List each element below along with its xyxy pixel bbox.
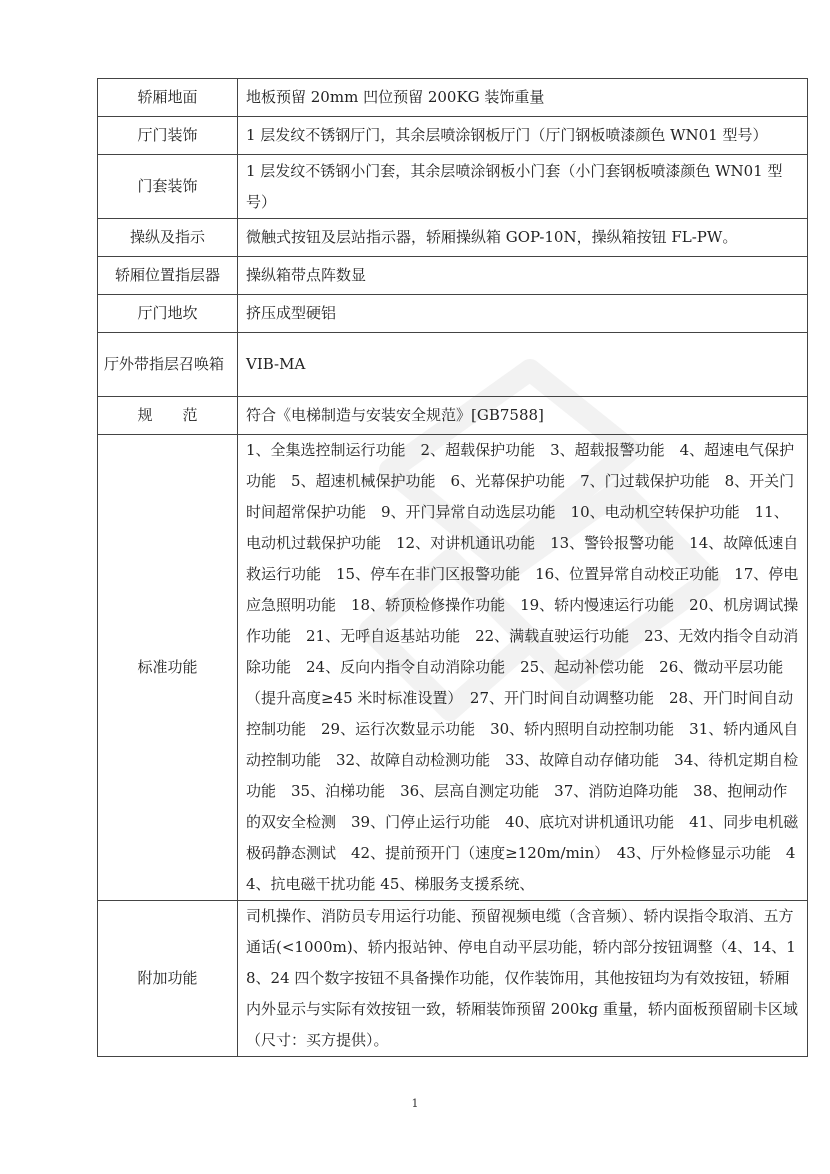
row-label: 规 范 — [98, 397, 238, 435]
row-label: 附加功能 — [98, 901, 238, 1057]
row-value: 司机操作、消防员专用运行功能、预留视频电缆（含音频）、轿内误指令取消、五方通话(<1000m)、轿内报站钟、停电自动平层功能，轿内部分按钮调整（4、14、18、24 四个数字按钮不具备操作功能，仅作装饰用，其他按钮均为有效按钮，轿厢内外显示与实际有效按钮一致，轿厢装饰预留 200kg 重量，轿内面板预留刷卡区域（尺寸：买方提供）。 — [238, 901, 808, 1057]
page-number: 1 — [411, 1097, 419, 1110]
table-row — [98, 435, 808, 901]
row-value: VIB-MA — [238, 333, 808, 397]
row-value: 微触式按钮及层站指示器，轿厢操纵箱 GOP-10N，操纵箱按钮 FL-PW。 — [238, 219, 808, 257]
row-value: 符合《电梯制造与安装安全规范》[GB7588] — [238, 397, 808, 435]
row-value: 1、全集选控制运行功能 2、超载保护功能 3、超载报警功能 4、超速电气保护功能 5、超速机械保护功能 6、光幕保护功能 7、门过载保护功能 8、开关门时间超常保护功能 9、开门异常自动选层功能 10、电动机空转保护功能 11、电动机过载保护功能 12、对讲机通讯功能 13、警铃报警功能 14、故障低速自救运行功能 15、停车在非门区报警功能 16、位置异常自动校正功能 17、停电应急照明功能 18、轿顶检修操作功能 19、轿内慢速运行功能 20、机房调试操作功能 21、无呼自返基站功能 22、满载直驶运行功能 23、无效内指令自动消除功能 24、反向内指令自动消除功能 25、起动补偿功能 26、微动平层功能（提升高度≥45 米时标准设置） 27、开门时间自动调整功能 28、开门时间自动控制功能 29、运行次数显示功能 30、轿内照明自动控制功能 31、轿内通风自动控制功能 32、故障自动检测功能 33、故障自动存储功能 34、待机定期自检功能 35、泊梯功能 36、层高自测定功能 37、消防迫降功能 38、抱闸动作的双安全检测 39、门停止运行功能 40、底坑对讲机通讯功能 41、同步电机磁极码静态测试 42、提前预开门（速度≥120m/min） 43、厅外检修显示功能 44、抗电磁干扰功能 45、梯服务支援系统、 — [238, 435, 808, 901]
row-value: 地板预留 20mm 凹位预留 200KG 装饰重量 — [238, 79, 808, 117]
row-value: 1 层发纹不锈钢小门套，其余层喷涂钢板小门套（小门套钢板喷漆颜色 WN01 型号） — [238, 155, 808, 219]
table-row — [98, 257, 808, 295]
table-row — [98, 901, 808, 1057]
row-label: 厅外带指层召唤箱 — [98, 333, 238, 397]
table-row — [98, 333, 808, 397]
row-value: 操纵箱带点阵数显 — [238, 257, 808, 295]
table-row — [98, 155, 808, 219]
row-label: 操纵及指示 — [98, 219, 238, 257]
row-label: 厅门地坎 — [98, 295, 238, 333]
table-row — [98, 79, 808, 117]
table-row — [98, 117, 808, 155]
row-label: 门套装饰 — [98, 155, 238, 219]
row-label: 轿厢地面 — [98, 79, 238, 117]
table-row — [98, 295, 808, 333]
row-label: 轿厢位置指层器 — [98, 257, 238, 295]
specification-table — [97, 78, 808, 1057]
table-row — [98, 397, 808, 435]
row-label: 厅门装饰 — [98, 117, 238, 155]
table-row — [98, 219, 808, 257]
row-label: 标准功能 — [98, 435, 238, 901]
row-value: 挤压成型硬铝 — [238, 295, 808, 333]
row-value: 1 层发纹不锈钢厅门，其余层喷涂钢板厅门（厅门钢板喷漆颜色 WN01 型号） — [238, 117, 808, 155]
